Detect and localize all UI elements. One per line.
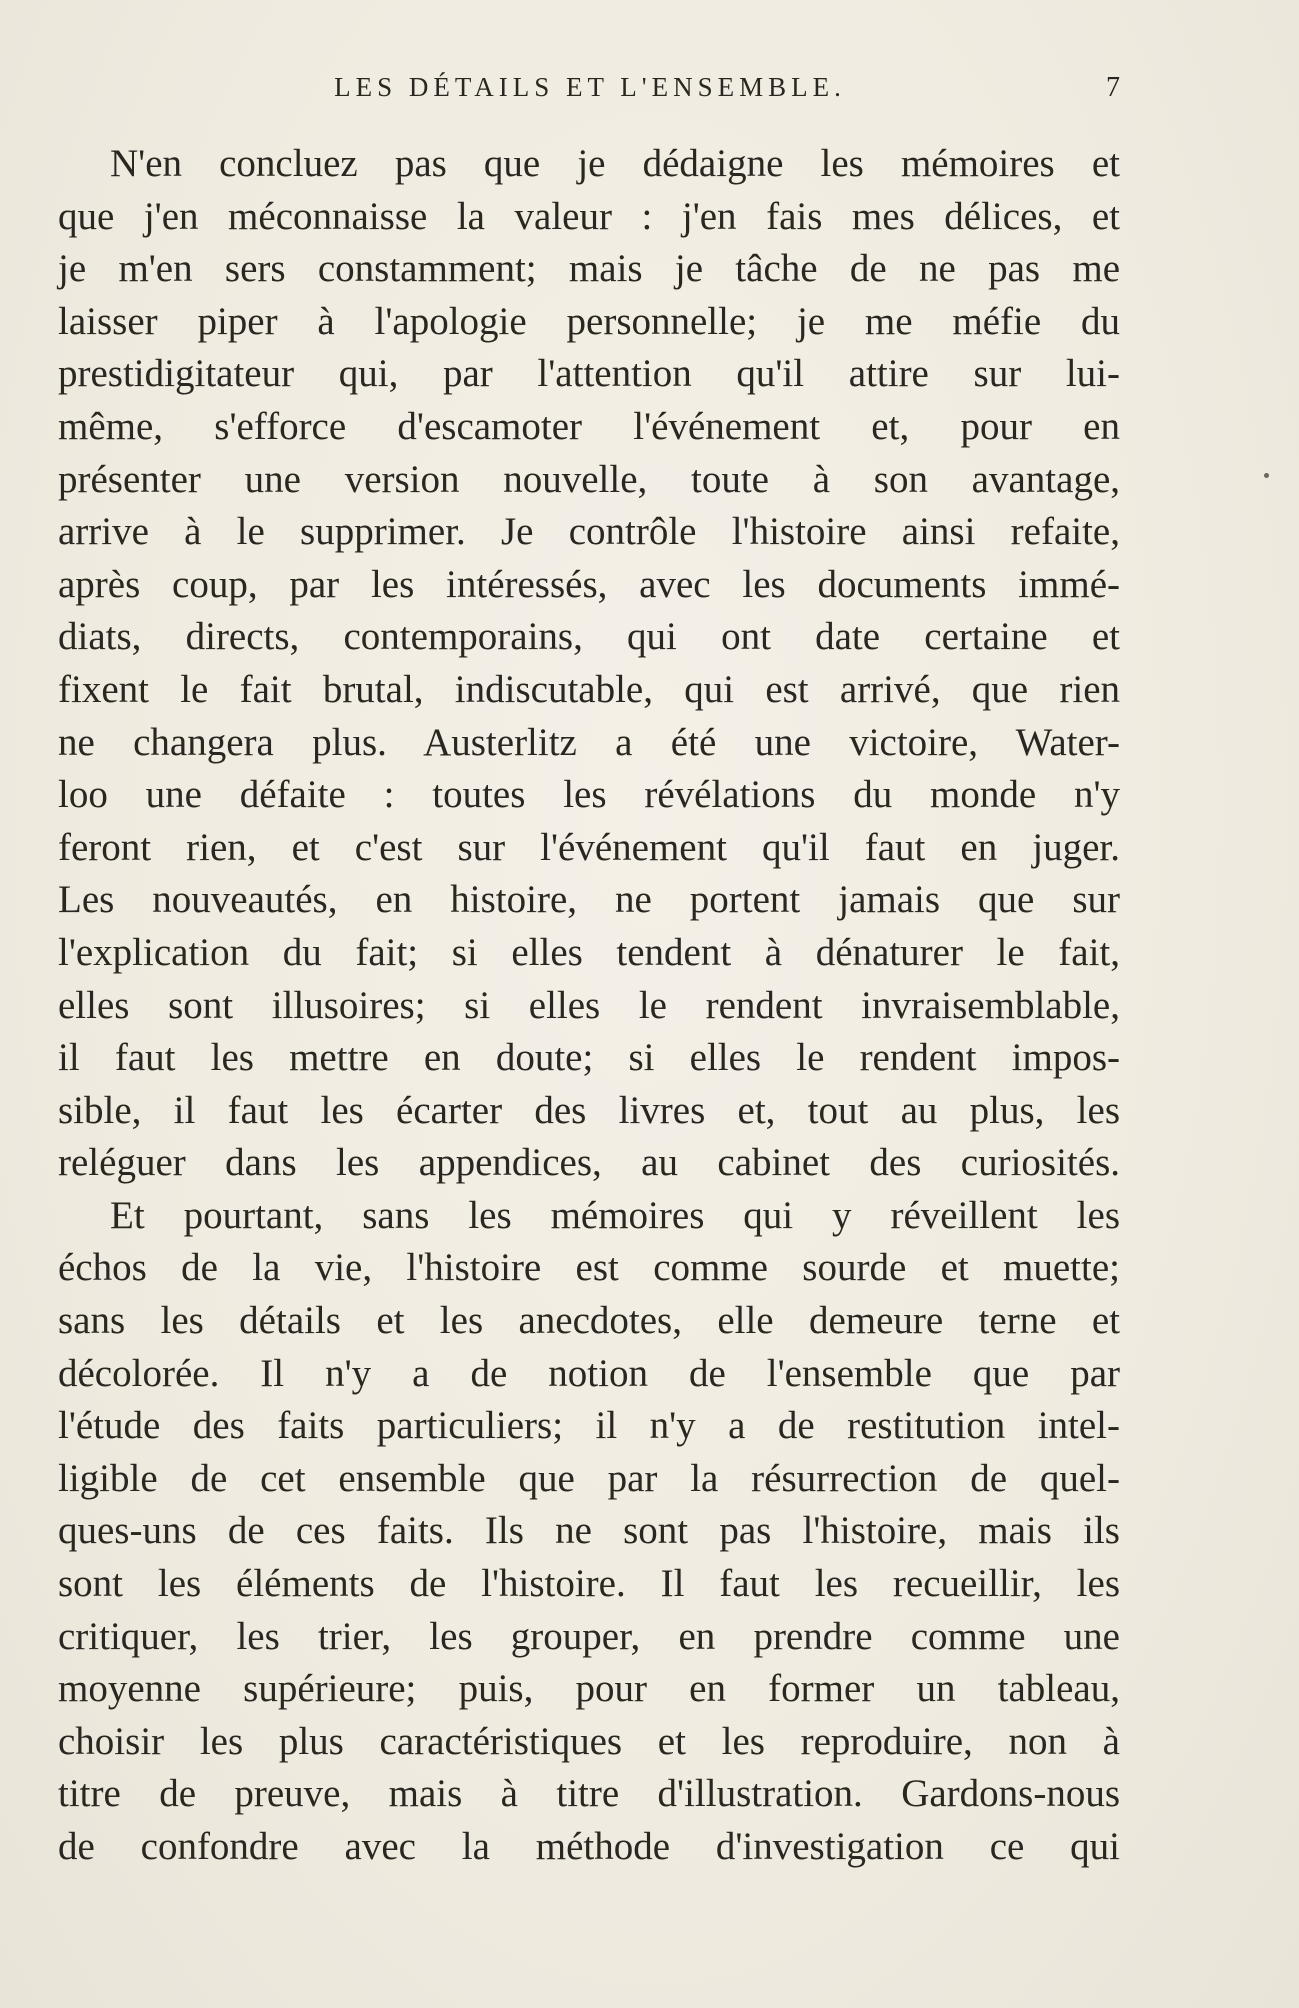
text-line: de confondre avec la méthode d'investigation ce qui (58, 1825, 1120, 1868)
text-line: loo une défaite : toutes les révélations du monde n'y (58, 773, 1120, 817)
body-text (58, 138, 1120, 1874)
text-line: N'en concluez pas que je dédaigne les mémoires et (110, 142, 1120, 185)
text-line: l'étude des faits particuliers; il n'y a de restitution intel- (58, 1404, 1120, 1448)
text-line: diats, directs, contemporains, qui ont date certaine et (58, 615, 1120, 659)
text-line: ques-uns de ces faits. Ils ne sont pas l'histoire, mais ils (58, 1509, 1120, 1553)
text-line: reléguer dans les appendices, au cabinet des curiosités. (58, 1141, 1120, 1185)
text-line: elles sont illusoires; si elles le rendent invraisemblable, (58, 983, 1120, 1027)
text-line: que j'en méconnaisse la valeur : j'en fais mes délices, et (58, 194, 1120, 238)
text-line: présenter une version nouvelle, toute à son avantage, (58, 457, 1120, 501)
text-line: laisser piper à l'apologie personnelle; je me méfie du (58, 299, 1120, 343)
text-line: ne changera plus. Austerlitz a été une victoire, Water- (58, 720, 1120, 764)
text-line: Les nouveautés, en histoire, ne portent jamais que sur (58, 878, 1120, 922)
text-line: décolorée. Il n'y a de notion de l'ensemble que par (58, 1351, 1120, 1395)
text-line: critiquer, les trier, les grouper, en prendre comme une (58, 1614, 1120, 1658)
text-line: ligible de cet ensemble que par la résurrection de quel- (58, 1456, 1120, 1500)
text-line: Et pourtant, sans les mémoires qui y réveillent les (110, 1193, 1120, 1237)
text-line: il faut les mettre en doute; si elles le rendent impos- (58, 1036, 1120, 1080)
page-number: 7 (1106, 72, 1120, 103)
text-line: sont les éléments de l'histoire. Il faut les recueillir, les (58, 1562, 1120, 1606)
text-line: choisir les plus caractéristiques et les reproduire, non à (58, 1719, 1120, 1763)
page-header (60, 72, 1120, 112)
paper-speck (1264, 473, 1269, 478)
text-line: prestidigitateur qui, par l'attention qu'il attire sur lui- (58, 352, 1120, 396)
running-title: LES DÉTAILS ET L'ENSEMBLE. (334, 72, 846, 102)
text-line: moyenne supérieure; puis, pour en former un tableau, (58, 1667, 1120, 1711)
text-line: titre de preuve, mais à titre d'illustration. Gardons-nous (58, 1772, 1120, 1816)
text-line: je m'en sers constamment; mais je tâche de ne pas me (58, 247, 1120, 291)
text-line: échos de la vie, l'histoire est comme sourde et muette; (58, 1246, 1120, 1290)
text-line: après coup, par les intéressés, avec les documents immé- (58, 562, 1120, 606)
text-line: même, s'efforce d'escamoter l'événement et, pour en (58, 404, 1120, 448)
text-line: sans les détails et les anecdotes, elle demeure terne et (58, 1299, 1120, 1343)
text-line: sible, il faut les écarter des livres et, tout au plus, les (58, 1088, 1120, 1132)
text-line: fixent le fait brutal, indiscutable, qui est arrivé, que rien (58, 667, 1120, 711)
text-line: arrive à le supprimer. Je contrôle l'histoire ainsi refaite, (58, 510, 1120, 554)
text-line: l'explication du fait; si elles tendent à dénaturer le fait, (58, 930, 1120, 974)
text-line: feront rien, et c'est sur l'événement qu'il faut en juger. (58, 825, 1120, 869)
